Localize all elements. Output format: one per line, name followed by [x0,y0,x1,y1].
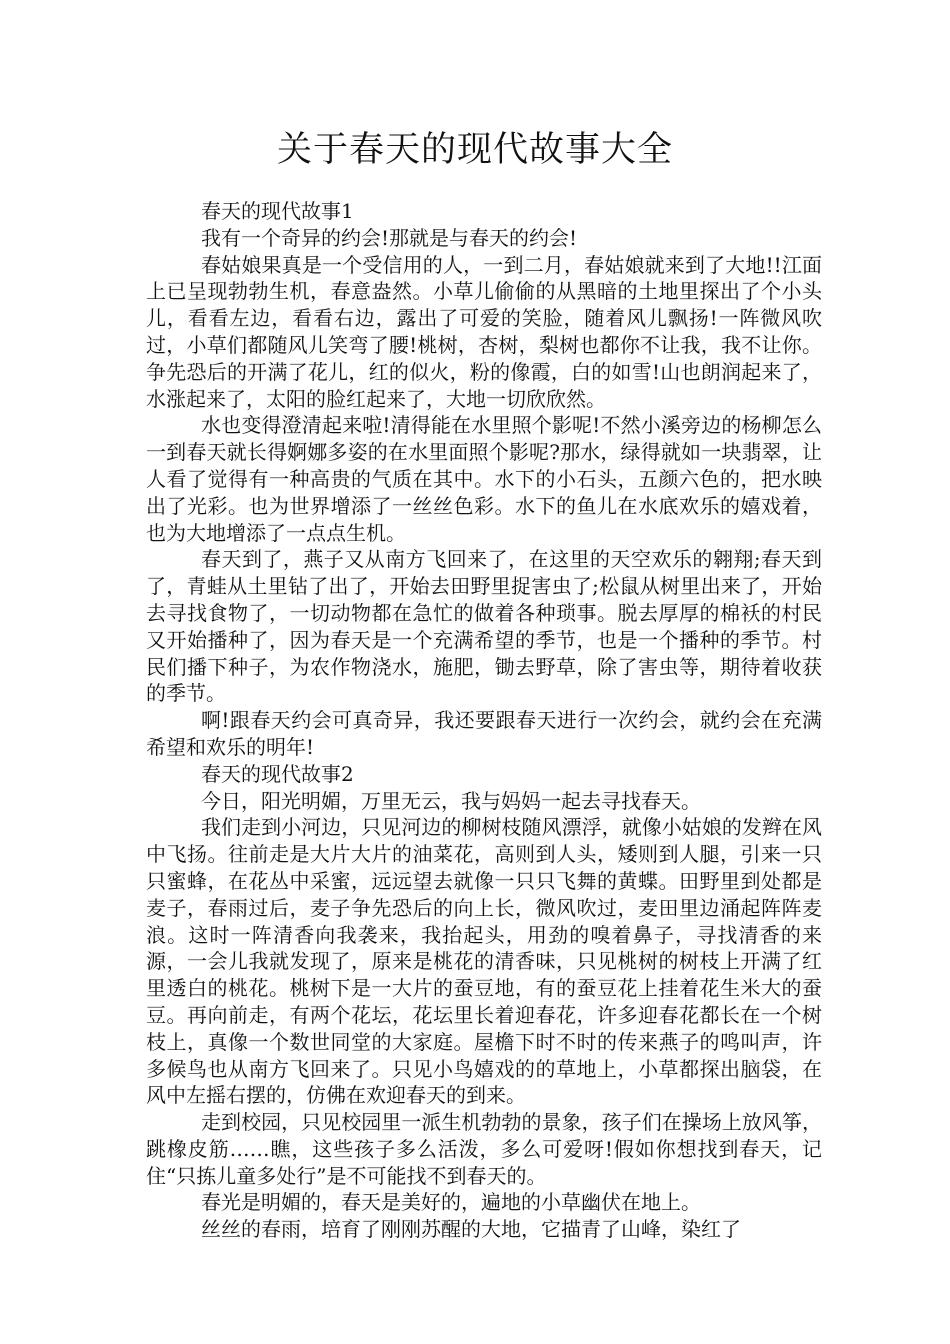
paragraph: 今日，阳光明媚，万里无云，我与妈妈一起去寻找春天。 [201,788,701,813]
paragraph: 丝丝的春雨，培育了刚刚苏醒的大地，它描青了山峰，染红了 [201,1217,741,1242]
paragraph: 我有一个奇异的约会!那就是与春天的约会! [201,225,578,250]
paragraph: 春姑娘果真是一个受信用的人，一到二月，春姑娘就来到了大地!!江面上已呈现勃勃生机，春意盎然。小草儿偷偷的从黑暗的土地里探出了个小头儿，看看左边，看看右边，露出了可爱的笑脸，随着风儿飘扬!一阵微风吹过，小草们都随风儿笑弯了腰!桃树，杏树，梨树也都你不让我，我不让你。争先恐后的开满了花儿，红的似火，粉的像霞，白的如雪!山也朗润起来了，水涨起来了，太阳的脸红起来了，大地一切欣欣然。 [146,252,822,411]
section-heading-1: 春天的现代故事1 [201,199,354,223]
section-heading-2: 春天的现代故事2 [201,761,354,786]
document-body [146,198,822,1243]
paragraph: 春光是明媚的，春天是美好的，遍地的小草幽伏在地上。 [201,1190,701,1215]
paragraph: 啊!跟春天约会可真奇异，我还要跟春天进行一次约会，就约会在充满希望和欢乐的明年! [146,708,822,759]
paragraph: 走到校园，只见校园里一派生机勃勃的景象，孩子们在操场上放风筝，跳橡皮筋……瞧，这些孩子多么活泼，多么可爱呀!假如你想找到春天，记住“只拣儿童多处行”是不可能找不到春天的。 [146,1110,822,1188]
paragraph: 水也变得澄清起来啦!清得能在水里照个影呢!不然小溪旁边的杨柳怎么一到春天就长得婀娜多姿的在水里面照个影呢?那水，绿得就如一块翡翠，让人看了觉得有一种高贵的气质在其中。水下的小石头，五颜六色的，把水映出了光彩。也为世界增添了一丝丝色彩。水下的鱼儿在水底欢乐的嬉戏着，也为大地增添了一点点生机。 [146,413,822,545]
paragraph: 我们走到小河边，只见河边的柳树枝随风漂浮，就像小姑娘的发辫在风中飞扬。往前走是大片大片的油菜花，高则到人头，矮则到人腿，引来一只只蜜蜂，在花丛中采蜜，远远望去就像一只只飞舞的黄蝶。田野里到处都是麦子，春雨过后，麦子争先恐后的向上长，微风吹过，麦田里边涌起阵阵麦浪。这时一阵清香向我袭来，我抬起头，用劲的嗅着鼻子，寻找清香的来源，一会儿我就发现了，原来是桃花的清香味，只见桃树的树枝上开满了红里透白的桃花。桃树下是一大片的蚕豆地，有的蚕豆花上挂着花生米大的蚕豆。再向前走，有两个花坛，花坛里长着迎春花，许多迎春花都长在一个树枝上，真像一个数世同堂的大家庭。屋檐下时不时的传来燕子的鸣叫声，许多候鸟也从南方飞回来了。只见小鸟嬉戏的的草地上，小草都探出脑袋，在风中左摇右摆的，仿佛在欢迎春天的到来。 [146,815,822,1108]
paragraph: 春天到了，燕子又从南方飞回来了，在这里的天空欢乐的翱翔;春天到了，青蛙从土里钻了出了，开始去田野里捉害虫了;松鼠从树里出来了，开始去寻找食物了，一切动物都在急忙的做着各种琐事。脱去厚厚的棉袄的村民又开始播种了，因为春天是一个充满希望的季节，也是一个播种的季节。村民们播下种子，为农作物浇水，施肥，锄去野草，除了害虫等，期待着收获的季节。 [146,547,822,706]
document-title: 关于春天的现代故事大全 [276,130,673,170]
